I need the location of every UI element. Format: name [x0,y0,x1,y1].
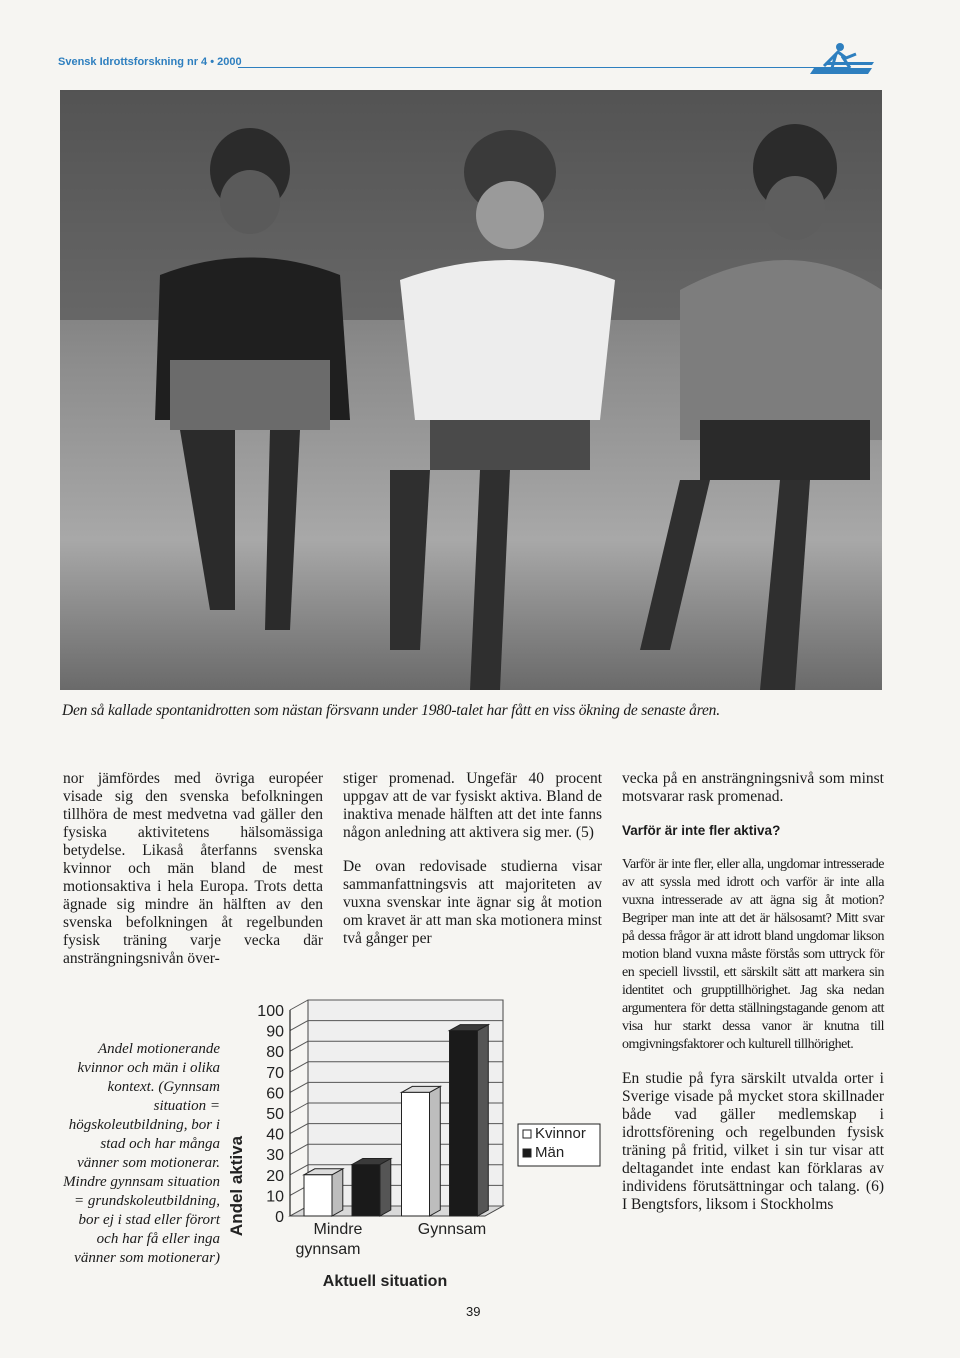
bar-side [430,1086,441,1216]
y-tick-label: 90 [266,1023,284,1041]
text-column-1 [63,770,323,984]
gridline-depth [290,1041,308,1051]
y-tick-label: 80 [266,1044,284,1062]
y-tick-label: 100 [257,1003,284,1020]
chart-side-caption: Andel motionerande kvinnor och män i olika kontext. (Gynnsam situation = högskoleutbildning, bor i stad och har många vänner som motionerar. Mindre gynnsam situation = grundskoleutbildning, bor ej i stad eller förort och har få eller inga vänner som motionerar) [63,1041,220,1266]
y-tick-label: 10 [266,1188,284,1206]
gridline-depth [290,1021,308,1031]
legend-label: Män [535,1144,565,1161]
chart-svg [220,996,610,1296]
section-heading: Varför är inte fler aktiva? [622,823,781,838]
y-axis-label: Andel aktiva [227,1135,246,1237]
paragraph: En studie på fyra särskilt utvalda orter i Sverige visade på mycket stora skillnader både vad gäller medlemskap i idrottsförening och regelbunden fysisk träning på fritid, vilket i sin tur visar att deltagandet inte endast kan förklaras av individens förutsättningar och talang. (6) I Bengtsfors, liksom i Stockholms [622,1070,884,1213]
gridline-depth [290,1103,308,1113]
page-number: 39 [466,1304,481,1319]
gridline-depth [290,1165,308,1175]
x-tick-label: Gynnsam [417,1221,487,1238]
text-column-3 [622,770,884,1230]
bar-chart [220,996,610,1296]
bar-side [478,1025,489,1216]
journal-header: Svensk Idrottsforskning nr 4 • 2000 [58,56,242,68]
journal-logo-icon [806,38,876,78]
header-rule [238,67,850,68]
bar [352,1165,380,1217]
inline-skaters-photo [60,90,882,690]
bar [402,1092,430,1216]
legend-label: Kvinnor [535,1125,586,1142]
y-tick-label: 30 [266,1147,284,1165]
bar [304,1175,332,1216]
text-column-2 [343,770,602,964]
bar [450,1031,478,1216]
y-tick-label: 50 [266,1106,284,1123]
gridline-depth [290,1082,308,1092]
paragraph: Varför är inte fler, eller alla, ungdomar intresserade av att syssla med idrott och varför är inte alla vuxna intresserade av att ägna sig åt motion? Begriper man inte att det är hälsosamt? Mitt svar på dessa frågor är att idrott bland ungdomar likson motion bland vuxna måste förstås som uttryck för en speciell livsstil, ett särskilt sätt att markera sin identitet och grupptillhörighet. Jag ska nedan argumentera för detta ställningstagande genom att visa hur starkt dessa vanor är knutna till omgivningsfaktorer och kulturell tillhörighet. [622,857,884,1052]
x-tick-label: Mindre [313,1221,363,1238]
y-tick-label: 40 [266,1126,284,1144]
gridline-depth [290,1062,308,1072]
y-tick-label: 20 [266,1167,284,1185]
paragraph: stiger promenad. Ungefär 40 procent uppgav att de var fysiskt aktiva. Bland de inaktiva menade hälften att det inte fanns någon anledning att aktivera sig mer. (5) [343,770,602,841]
legend-swatch [523,1130,531,1138]
y-tick-label: 70 [266,1064,284,1082]
bar-side [332,1169,343,1216]
legend-swatch [523,1149,531,1157]
y-tick-label: 60 [266,1085,284,1103]
x-axis-label: Aktuell situation [322,1273,448,1290]
paragraph: De ovan redovisade studierna visar sammanfattningsvis att majoriteten av vuxna svenskar inte ägnar sig åt motion om kravet är att man ska motionera minst två gånger per [343,858,602,947]
paragraph: nor jämfördes med övriga européer visade sig den svenska befolkningen tillhöra de mest medvetna vad gäller den fysiska aktivitetens hälsomässiga betydelse. Likaså återfanns svenska kvinnor och män bland de mest motionsaktiva i hela Europa. Trots detta ägnade sig mindre än hälften av den svenska befolkningen åt regelbunden fysisk träning varje vecka där ansträngningsnivån över- [63,770,323,967]
gridline-depth [290,1144,308,1154]
gridline-depth [290,1124,308,1134]
gridline-depth [290,1000,308,1010]
figure-caption: Den så kallade spontanidrotten som nästan försvann under 1980-talet har fått en viss ökning de senaste åren. [62,702,720,719]
y-tick-label: 0 [275,1209,284,1226]
bar-side [380,1159,391,1217]
x-tick-label-cont: gynnsam [295,1241,361,1258]
paragraph: vecka på en ansträngningsnivå som minst motsvarar rask promenad. [622,770,884,805]
